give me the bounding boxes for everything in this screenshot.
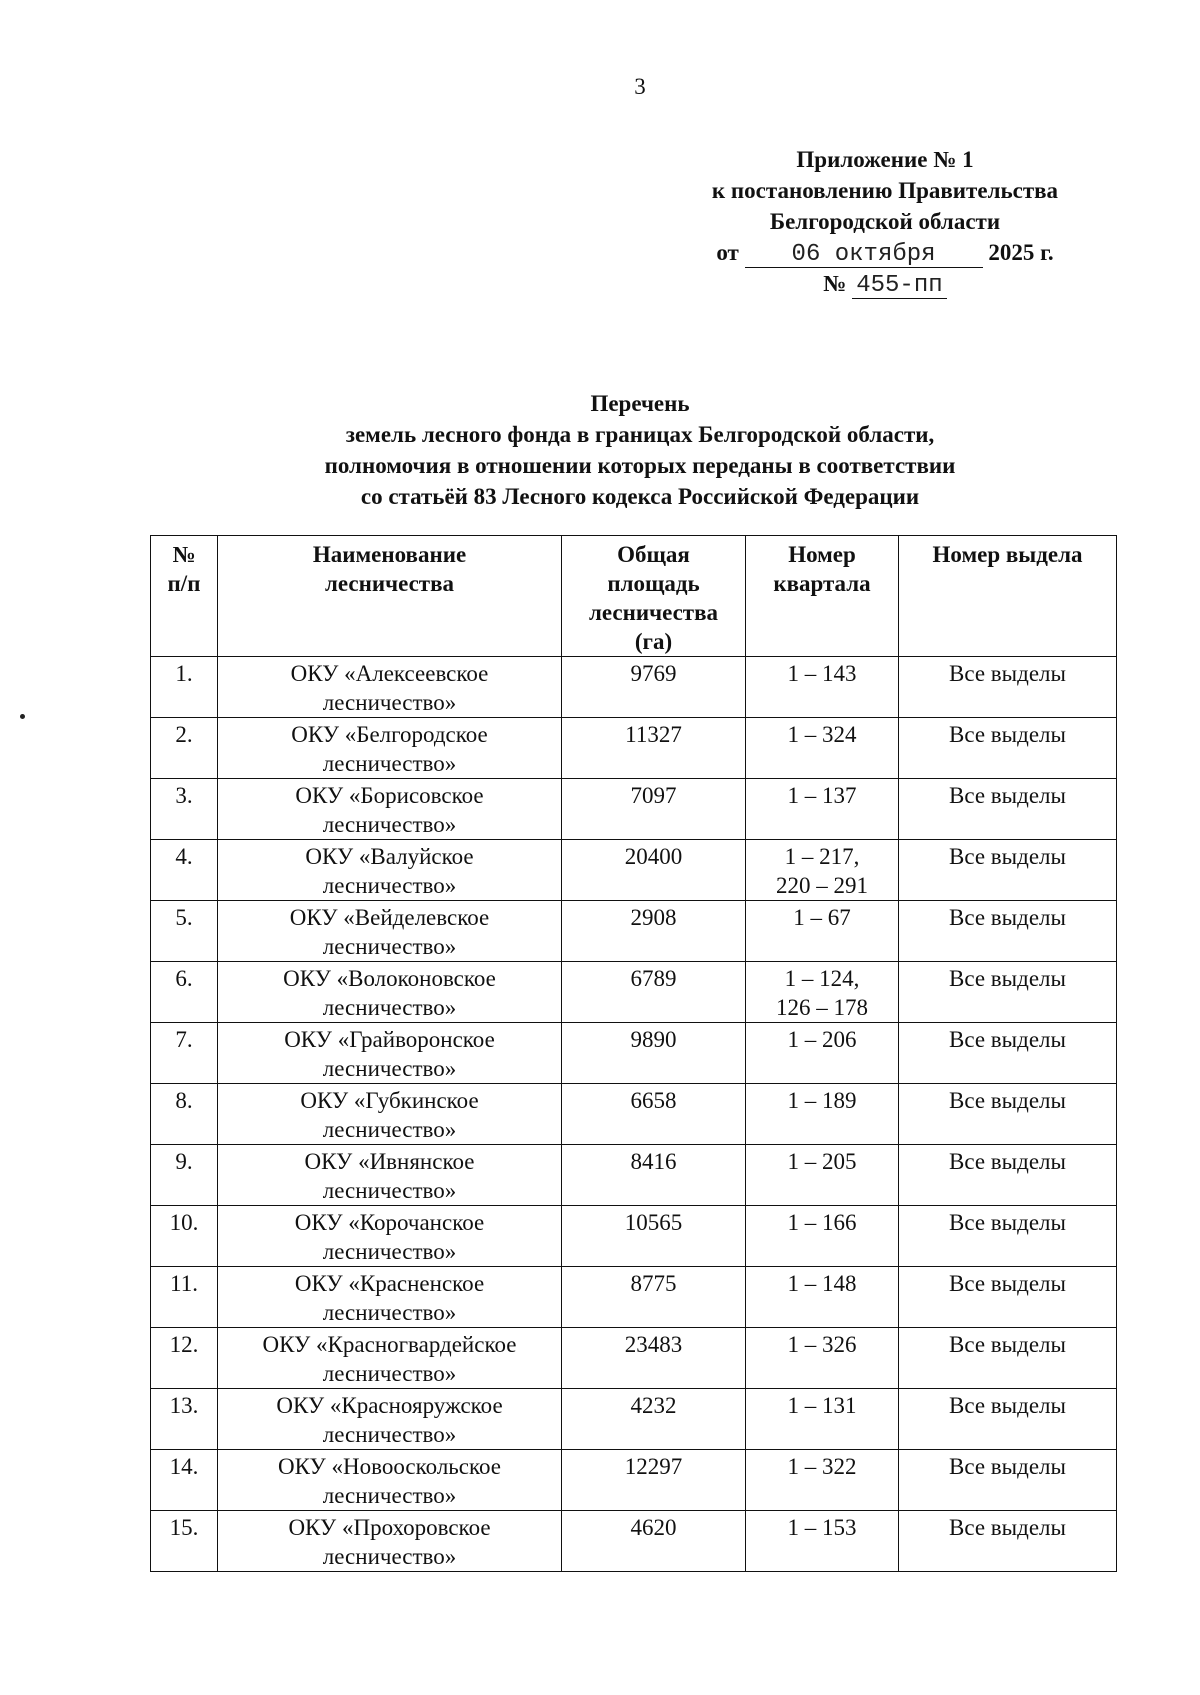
cell-section: Все выделы <box>899 1267 1117 1328</box>
forestry-table <box>150 535 1117 1572</box>
cell-quarter: 1 – 143 <box>746 657 899 718</box>
page-number: 3 <box>634 74 646 99</box>
cell-section: Все выделы <box>899 1023 1117 1084</box>
table-row <box>151 1145 1117 1206</box>
title-line-2: земель лесного фонда в границах Белгородской области, <box>345 422 935 447</box>
table-row <box>151 1206 1117 1267</box>
cell-name: ОКУ «Красненское лесничество» <box>218 1267 562 1328</box>
cell-section: Все выделы <box>899 1145 1117 1206</box>
table-row <box>151 1023 1117 1084</box>
cell-quarter: 1 – 131 <box>746 1389 899 1450</box>
title-line-3: полномочия в отношении которых переданы в соответствии <box>324 453 956 478</box>
cell-section: Все выделы <box>899 1328 1117 1389</box>
cell-num: 15. <box>151 1511 218 1572</box>
cell-quarter: 1 – 205 <box>746 1145 899 1206</box>
table-row <box>151 1511 1117 1572</box>
cell-quarter: 1 – 124, 126 – 178 <box>746 962 899 1023</box>
table-row <box>151 1389 1117 1450</box>
table-row <box>151 1084 1117 1145</box>
header-quarter: Номер квартала <box>746 536 899 657</box>
table-row <box>151 1450 1117 1511</box>
cell-area: 10565 <box>562 1206 746 1267</box>
cell-name: ОКУ «Грайворонское лесничество» <box>218 1023 562 1084</box>
cell-quarter: 1 – 166 <box>746 1206 899 1267</box>
cell-name: ОКУ «Алексеевское лесничество» <box>218 657 562 718</box>
cell-name: ОКУ «Краснояружское лесничество» <box>218 1389 562 1450</box>
cell-area: 9890 <box>562 1023 746 1084</box>
cell-section: Все выделы <box>899 1389 1117 1450</box>
table-row <box>151 1328 1117 1389</box>
date-prefix: от <box>716 240 739 265</box>
cell-num: 7. <box>151 1023 218 1084</box>
cell-area: 9769 <box>562 657 746 718</box>
cell-quarter: 1 – 153 <box>746 1511 899 1572</box>
cell-num: 6. <box>151 962 218 1023</box>
cell-area: 20400 <box>562 840 746 901</box>
cell-quarter: 1 – 326 <box>746 1328 899 1389</box>
cell-name: ОКУ «Валуйское лесничество» <box>218 840 562 901</box>
cell-num: 8. <box>151 1084 218 1145</box>
cell-section: Все выделы <box>899 718 1117 779</box>
cell-num: 2. <box>151 718 218 779</box>
number-prefix: № <box>823 271 847 296</box>
cell-area: 12297 <box>562 1450 746 1511</box>
table-body <box>151 657 1117 1572</box>
cell-quarter: 1 – 322 <box>746 1450 899 1511</box>
cell-section: Все выделы <box>899 779 1117 840</box>
cell-name: ОКУ «Корочанское лесничество» <box>218 1206 562 1267</box>
cell-section: Все выделы <box>899 840 1117 901</box>
appendix-line-2: к постановлению Правительства <box>711 178 1059 203</box>
cell-area: 4232 <box>562 1389 746 1450</box>
cell-name: ОКУ «Губкинское лесничество» <box>218 1084 562 1145</box>
cell-section: Все выделы <box>899 962 1117 1023</box>
table-row <box>151 718 1117 779</box>
cell-num: 11. <box>151 1267 218 1328</box>
cell-num: 9. <box>151 1145 218 1206</box>
appendix-date-row <box>650 237 1120 268</box>
cell-area: 7097 <box>562 779 746 840</box>
cell-num: 1. <box>151 657 218 718</box>
cell-quarter: 1 – 189 <box>746 1084 899 1145</box>
cell-name: ОКУ «Белгородское лесничество» <box>218 718 562 779</box>
cell-num: 14. <box>151 1450 218 1511</box>
cell-section: Все выделы <box>899 1511 1117 1572</box>
table-row <box>151 657 1117 718</box>
date-suffix: 2025 г. <box>988 240 1054 265</box>
table-row <box>151 840 1117 901</box>
cell-name: ОКУ «Прохоровское лесничество» <box>218 1511 562 1572</box>
cell-section: Все выделы <box>899 1450 1117 1511</box>
appendix-number-row <box>650 268 1120 299</box>
cell-name: ОКУ «Вейделевское лесничество» <box>218 901 562 962</box>
header-section: Номер выдела <box>899 536 1117 657</box>
cell-name: ОКУ «Красногвардейское лесничество» <box>218 1328 562 1389</box>
cell-quarter: 1 – 67 <box>746 901 899 962</box>
cell-area: 6789 <box>562 962 746 1023</box>
cell-section: Все выделы <box>899 1084 1117 1145</box>
cell-num: 13. <box>151 1389 218 1450</box>
cell-area: 8416 <box>562 1145 746 1206</box>
cell-quarter: 1 – 148 <box>746 1267 899 1328</box>
cell-name: ОКУ «Волоконовское лесничество» <box>218 962 562 1023</box>
title-line-4: со статьёй 83 Лесного кодекса Российской Федерации <box>360 484 920 509</box>
cell-quarter: 1 – 217, 220 – 291 <box>746 840 899 901</box>
document-title <box>240 388 1040 512</box>
cell-area: 11327 <box>562 718 746 779</box>
cell-section: Все выделы <box>899 657 1117 718</box>
table-row <box>151 779 1117 840</box>
appendix-line-3: Белгородской области <box>769 209 1001 234</box>
table-row <box>151 901 1117 962</box>
cell-area: 6658 <box>562 1084 746 1145</box>
cell-area: 4620 <box>562 1511 746 1572</box>
cell-section: Все выделы <box>899 1206 1117 1267</box>
cell-quarter: 1 – 137 <box>746 779 899 840</box>
cell-num: 4. <box>151 840 218 901</box>
cell-num: 5. <box>151 901 218 962</box>
table-row <box>151 1267 1117 1328</box>
cell-num: 12. <box>151 1328 218 1389</box>
cell-area: 2908 <box>562 901 746 962</box>
cell-quarter: 1 – 206 <box>746 1023 899 1084</box>
table-header-row <box>151 536 1117 657</box>
cell-quarter: 1 – 324 <box>746 718 899 779</box>
title-line-1: Перечень <box>590 391 690 416</box>
header-name: Наименование лесничества <box>218 536 562 657</box>
cell-section: Все выделы <box>899 901 1117 962</box>
header-num: № п/п <box>151 536 218 657</box>
number-value: 455-пп <box>852 274 947 299</box>
cell-num: 3. <box>151 779 218 840</box>
cell-area: 8775 <box>562 1267 746 1328</box>
cell-area: 23483 <box>562 1328 746 1389</box>
cell-name: ОКУ «Новооскольское лесничество» <box>218 1450 562 1511</box>
table-row <box>151 962 1117 1023</box>
appendix-header <box>650 144 1120 299</box>
date-value: 06 октября <box>745 243 983 268</box>
header-area: Общая площадь лесничества (га) <box>562 536 746 657</box>
cell-name: ОКУ «Ивнянское лесничество» <box>218 1145 562 1206</box>
scan-speck <box>20 714 25 719</box>
cell-name: ОКУ «Борисовское лесничество» <box>218 779 562 840</box>
cell-num: 10. <box>151 1206 218 1267</box>
appendix-line-1: Приложение № 1 <box>796 147 974 172</box>
